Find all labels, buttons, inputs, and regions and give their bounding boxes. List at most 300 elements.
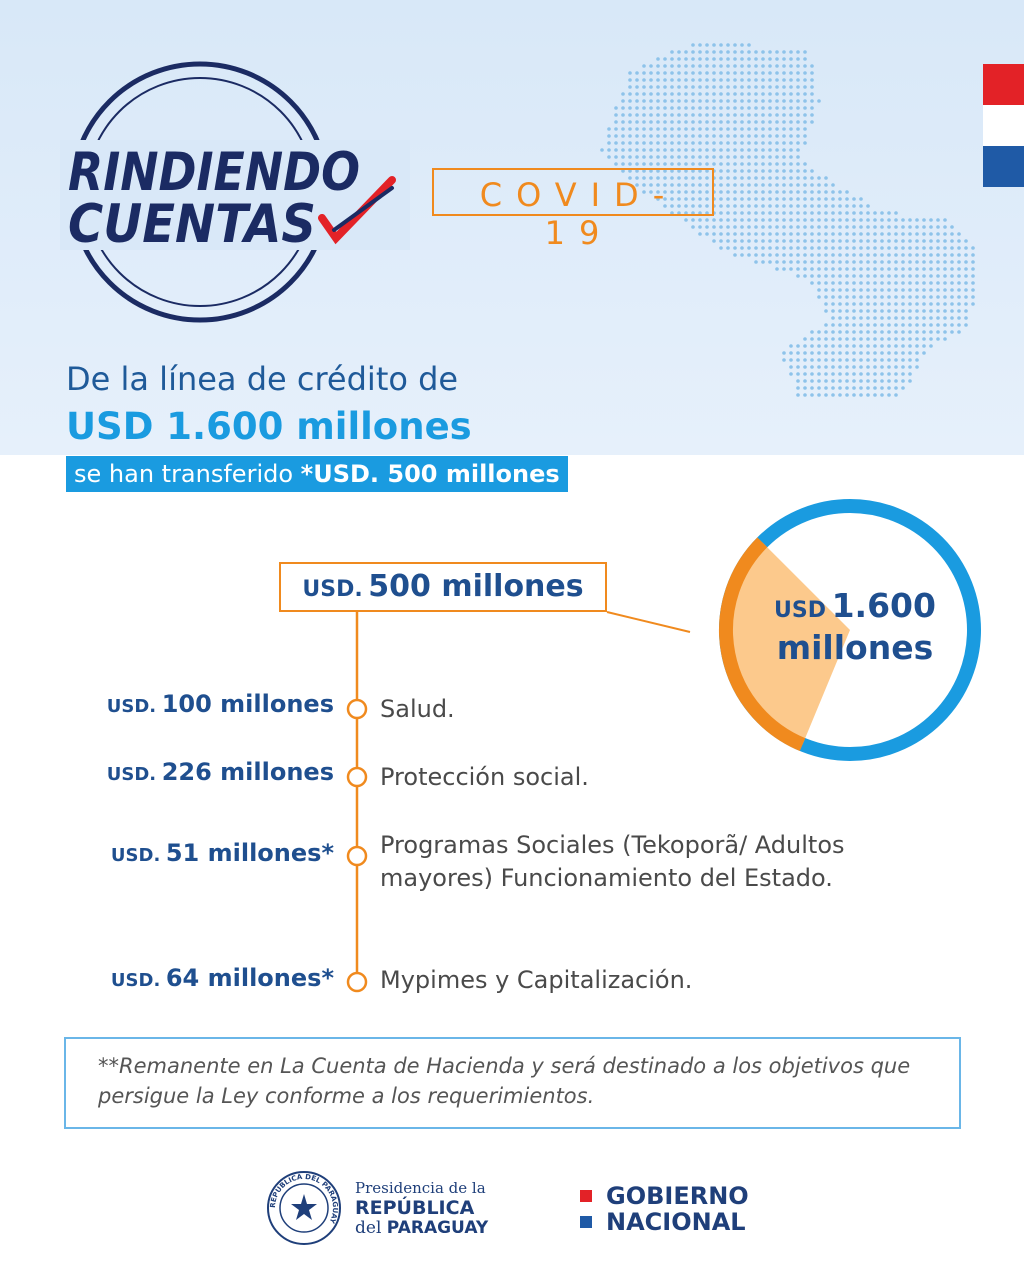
map-dot [705, 113, 709, 117]
map-dot [845, 246, 849, 250]
map-dot [915, 274, 919, 278]
map-dot [789, 176, 793, 180]
map-dot [691, 57, 695, 61]
map-dot [887, 386, 891, 390]
map-dot [726, 120, 730, 124]
map-dot [754, 57, 758, 61]
map-dot [796, 113, 800, 117]
map-dot [838, 232, 842, 236]
map-dot [649, 64, 653, 68]
map-dot [887, 337, 891, 341]
map-dot [628, 78, 632, 82]
map-dot [670, 141, 674, 145]
map-dot [880, 309, 884, 313]
map-dot [810, 281, 814, 285]
map-dot [943, 260, 947, 264]
map-dot [831, 211, 835, 215]
logo-text-1: RINDIENDO [68, 142, 360, 203]
map-dot [887, 372, 891, 376]
map-dot [873, 351, 877, 355]
map-dot [873, 211, 877, 215]
map-dot [852, 232, 856, 236]
map-dot [852, 204, 856, 208]
map-dot [635, 85, 639, 89]
map-dot [719, 78, 723, 82]
map-dot [950, 309, 954, 313]
map-dot [824, 302, 828, 306]
map-dot [796, 120, 800, 124]
map-dot [880, 253, 884, 257]
map-dot [677, 50, 681, 54]
map-dot [761, 204, 765, 208]
map-dot [908, 218, 912, 222]
map-dot [845, 190, 849, 194]
map-dot [782, 239, 786, 243]
map-dot [768, 176, 772, 180]
map-dot [656, 99, 660, 103]
map-dot [698, 78, 702, 82]
map-dot [712, 78, 716, 82]
map-dot [705, 99, 709, 103]
map-dot [831, 232, 835, 236]
map-dot [677, 99, 681, 103]
map-dot [789, 253, 793, 257]
map-dot [894, 337, 898, 341]
map-dot [789, 225, 793, 229]
map-dot [901, 330, 905, 334]
map-dot [642, 106, 646, 110]
map-dot [782, 260, 786, 264]
map-dot [894, 323, 898, 327]
map-dot [845, 204, 849, 208]
map-dot [754, 232, 758, 236]
footnote-box [64, 1037, 961, 1129]
map-dot [887, 393, 891, 397]
map-dot [901, 295, 905, 299]
map-dot [768, 50, 772, 54]
map-dot [726, 183, 730, 187]
map-dot [943, 309, 947, 313]
map-dot [789, 239, 793, 243]
map-dot [628, 106, 632, 110]
map-dot [803, 344, 807, 348]
map-dot [747, 106, 751, 110]
map-dot [803, 106, 807, 110]
map-dot [677, 148, 681, 152]
pres-line-1: Presidencia de la [355, 1179, 486, 1197]
map-dot [915, 281, 919, 285]
map-dot [684, 141, 688, 145]
map-dot [761, 155, 765, 159]
map-dot [915, 365, 919, 369]
map-dot [768, 239, 772, 243]
map-dot [873, 218, 877, 222]
map-dot [670, 57, 674, 61]
map-dot [950, 302, 954, 306]
map-dot [607, 134, 611, 138]
map-dot [775, 183, 779, 187]
map-dot [810, 379, 814, 383]
map-dot [873, 302, 877, 306]
map-dot [684, 134, 688, 138]
map-dot [908, 337, 912, 341]
map-dot [838, 260, 842, 264]
map-dot [852, 379, 856, 383]
map-dot [803, 57, 807, 61]
map-dot [936, 281, 940, 285]
map-dot [929, 309, 933, 313]
map-dot [873, 379, 877, 383]
map-dot [873, 267, 877, 271]
map-dot [789, 246, 793, 250]
map-dot [635, 99, 639, 103]
map-dot [796, 197, 800, 201]
map-dot [803, 64, 807, 68]
map-dot [649, 71, 653, 75]
map-dot [803, 78, 807, 82]
map-dot [733, 64, 737, 68]
map-dot [740, 253, 744, 257]
map-dot [887, 309, 891, 313]
map-dot [705, 92, 709, 96]
map-dot [621, 155, 625, 159]
map-dot [943, 302, 947, 306]
map-dot [684, 85, 688, 89]
map-dot [775, 155, 779, 159]
map-dot [831, 323, 835, 327]
map-dot [831, 295, 835, 299]
map-dot [908, 253, 912, 257]
map-dot [768, 211, 772, 215]
map-dot [929, 316, 933, 320]
map-dot [705, 148, 709, 152]
map-dot [677, 71, 681, 75]
map-dot [614, 113, 618, 117]
map-dot [908, 372, 912, 376]
transferred-value: 500 millones [368, 569, 584, 604]
map-dot [712, 85, 716, 89]
map-dot [838, 197, 842, 201]
map-dot [964, 246, 968, 250]
map-dot [747, 78, 751, 82]
map-dot [936, 246, 940, 250]
breakdown-amount [111, 964, 334, 992]
map-dot [880, 344, 884, 348]
map-dot [628, 134, 632, 138]
map-dot [964, 253, 968, 257]
map-dot [796, 190, 800, 194]
map-dot [866, 225, 870, 229]
map-dot [901, 232, 905, 236]
map-dot [698, 120, 702, 124]
map-dot [789, 183, 793, 187]
map-dot [873, 344, 877, 348]
map-dot [698, 134, 702, 138]
map-dot [894, 267, 898, 271]
map-dot [642, 148, 646, 152]
presidencia-logo [355, 1178, 488, 1238]
map-dot [789, 365, 793, 369]
map-dot [782, 190, 786, 194]
map-dot [838, 295, 842, 299]
map-dot [621, 106, 625, 110]
map-dot [740, 183, 744, 187]
map-dot [789, 78, 793, 82]
map-dot [656, 120, 660, 124]
map-dot [642, 113, 646, 117]
map-dot [810, 106, 814, 110]
map-dot [936, 232, 940, 236]
map-dot [894, 260, 898, 264]
map-dot [656, 155, 660, 159]
map-dot [796, 365, 800, 369]
map-dot [628, 127, 632, 131]
map-dot [782, 162, 786, 166]
map-dot [824, 197, 828, 201]
map-dot [964, 281, 968, 285]
map-dot [796, 57, 800, 61]
map-dot [719, 113, 723, 117]
map-dot [733, 190, 737, 194]
map-dot [908, 358, 912, 362]
map-dot [971, 246, 975, 250]
map-dot [775, 71, 779, 75]
map-dot [873, 323, 877, 327]
map-dot [614, 162, 618, 166]
map-dot [733, 183, 737, 187]
map-dot [880, 372, 884, 376]
breakdown-value: 100 millones [161, 690, 334, 718]
map-dot [936, 267, 940, 271]
map-dot [747, 141, 751, 145]
map-dot [768, 85, 772, 89]
map-dot [859, 330, 863, 334]
map-dot [719, 225, 723, 229]
map-dot [957, 246, 961, 250]
map-dot [635, 78, 639, 82]
map-dot [726, 113, 730, 117]
map-dot [775, 134, 779, 138]
map-dot [859, 267, 863, 271]
map-dot [810, 190, 814, 194]
map-dot [880, 260, 884, 264]
map-dot [782, 176, 786, 180]
map-dot [950, 253, 954, 257]
map-dot [852, 267, 856, 271]
map-dot [775, 190, 779, 194]
map-dot [726, 211, 730, 215]
map-dot [936, 288, 940, 292]
map-dot [817, 204, 821, 208]
map-dot [747, 211, 751, 215]
map-dot [775, 239, 779, 243]
map-dot [803, 162, 807, 166]
map-dot [726, 190, 730, 194]
map-dot [789, 85, 793, 89]
map-dot [712, 127, 716, 131]
map-dot [607, 155, 611, 159]
map-dot [635, 120, 639, 124]
map-dot [957, 309, 961, 313]
map-dot [789, 190, 793, 194]
map-dot [936, 225, 940, 229]
map-dot [866, 337, 870, 341]
map-dot [803, 379, 807, 383]
map-dot [929, 344, 933, 348]
map-dot [824, 365, 828, 369]
map-dot [852, 197, 856, 201]
map-dot [691, 162, 695, 166]
map-dot [838, 316, 842, 320]
map-dot [719, 141, 723, 145]
map-dot [810, 64, 814, 68]
map-dot [607, 148, 611, 152]
map-dot [768, 253, 772, 257]
map-dot [733, 141, 737, 145]
map-dot [747, 92, 751, 96]
map-dot [628, 71, 632, 75]
map-dot [719, 71, 723, 75]
map-dot [684, 71, 688, 75]
map-dot [936, 316, 940, 320]
map-dot [642, 85, 646, 89]
map-dot [663, 71, 667, 75]
map-dot [943, 218, 947, 222]
map-dot [712, 113, 716, 117]
map-dot [712, 71, 716, 75]
map-dot [747, 169, 751, 173]
map-dot [635, 134, 639, 138]
map-dot [761, 197, 765, 201]
map-dot [733, 92, 737, 96]
map-dot [810, 253, 814, 257]
map-dot [831, 393, 835, 397]
map-dot [712, 162, 716, 166]
map-dot [894, 351, 898, 355]
map-dot [775, 253, 779, 257]
map-dot [873, 309, 877, 313]
map-dot [698, 162, 702, 166]
breakdown-unit: USD. [106, 764, 157, 785]
map-dot [803, 183, 807, 187]
map-dot [754, 134, 758, 138]
map-dot [754, 190, 758, 194]
map-dot [957, 253, 961, 257]
map-dot [712, 148, 716, 152]
map-dot [894, 372, 898, 376]
map-dot [824, 183, 828, 187]
donut-total-label [740, 588, 970, 672]
map-dot [852, 302, 856, 306]
map-dot [894, 281, 898, 285]
map-dot [642, 141, 646, 145]
map-dot [880, 316, 884, 320]
map-dot [887, 302, 891, 306]
map-dot [880, 393, 884, 397]
map-dot [894, 316, 898, 320]
map-dot [796, 204, 800, 208]
covid-tag-text: COVID-19 [479, 176, 679, 252]
map-dot [922, 302, 926, 306]
map-dot [656, 57, 660, 61]
map-dot [887, 323, 891, 327]
map-dot [733, 43, 737, 47]
map-dot [901, 386, 905, 390]
map-dot [971, 302, 975, 306]
map-dot [621, 99, 625, 103]
map-dot [761, 225, 765, 229]
map-dot [663, 141, 667, 145]
map-dot [796, 274, 800, 278]
map-dot [831, 267, 835, 271]
map-dot [852, 365, 856, 369]
map-dot [964, 260, 968, 264]
map-dot [782, 169, 786, 173]
map-dot [880, 323, 884, 327]
map-dot [929, 239, 933, 243]
map-dot [775, 99, 779, 103]
map-dot [775, 92, 779, 96]
map-dot [796, 344, 800, 348]
map-dot [964, 274, 968, 278]
map-dot [726, 99, 730, 103]
map-dot [971, 281, 975, 285]
map-dot [929, 246, 933, 250]
map-dot [817, 246, 821, 250]
map-dot [894, 211, 898, 215]
map-dot [936, 330, 940, 334]
map-dot [943, 225, 947, 229]
map-dot [789, 169, 793, 173]
map-dot [761, 106, 765, 110]
map-dot [677, 113, 681, 117]
map-dot [747, 183, 751, 187]
map-dot [754, 197, 758, 201]
map-dot [957, 316, 961, 320]
donut-total-suffix: millones [776, 628, 934, 667]
map-dot [677, 92, 681, 96]
headline-line-1: De la línea de crédito de [66, 360, 459, 398]
map-dot [845, 309, 849, 313]
map-dot [782, 92, 786, 96]
map-dot [901, 358, 905, 362]
map-dot [740, 85, 744, 89]
map-dot [803, 351, 807, 355]
map-dot [964, 288, 968, 292]
map-dot [803, 239, 807, 243]
map-dot [656, 85, 660, 89]
map-dot [761, 113, 765, 117]
map-dot [803, 85, 807, 89]
breakdown-amount [107, 690, 334, 718]
map-dot [712, 239, 716, 243]
map-dot [929, 267, 933, 271]
map-dot [831, 365, 835, 369]
map-dot [796, 183, 800, 187]
map-dot [768, 113, 772, 117]
map-dot [726, 85, 730, 89]
map-dot [747, 176, 751, 180]
map-dot [964, 295, 968, 299]
map-dot [775, 232, 779, 236]
map-dot [859, 281, 863, 285]
map-dot [747, 113, 751, 117]
map-dot [852, 211, 856, 215]
map-dot [684, 162, 688, 166]
map-dot [817, 225, 821, 229]
map-dot [677, 162, 681, 166]
map-dot [789, 358, 793, 362]
